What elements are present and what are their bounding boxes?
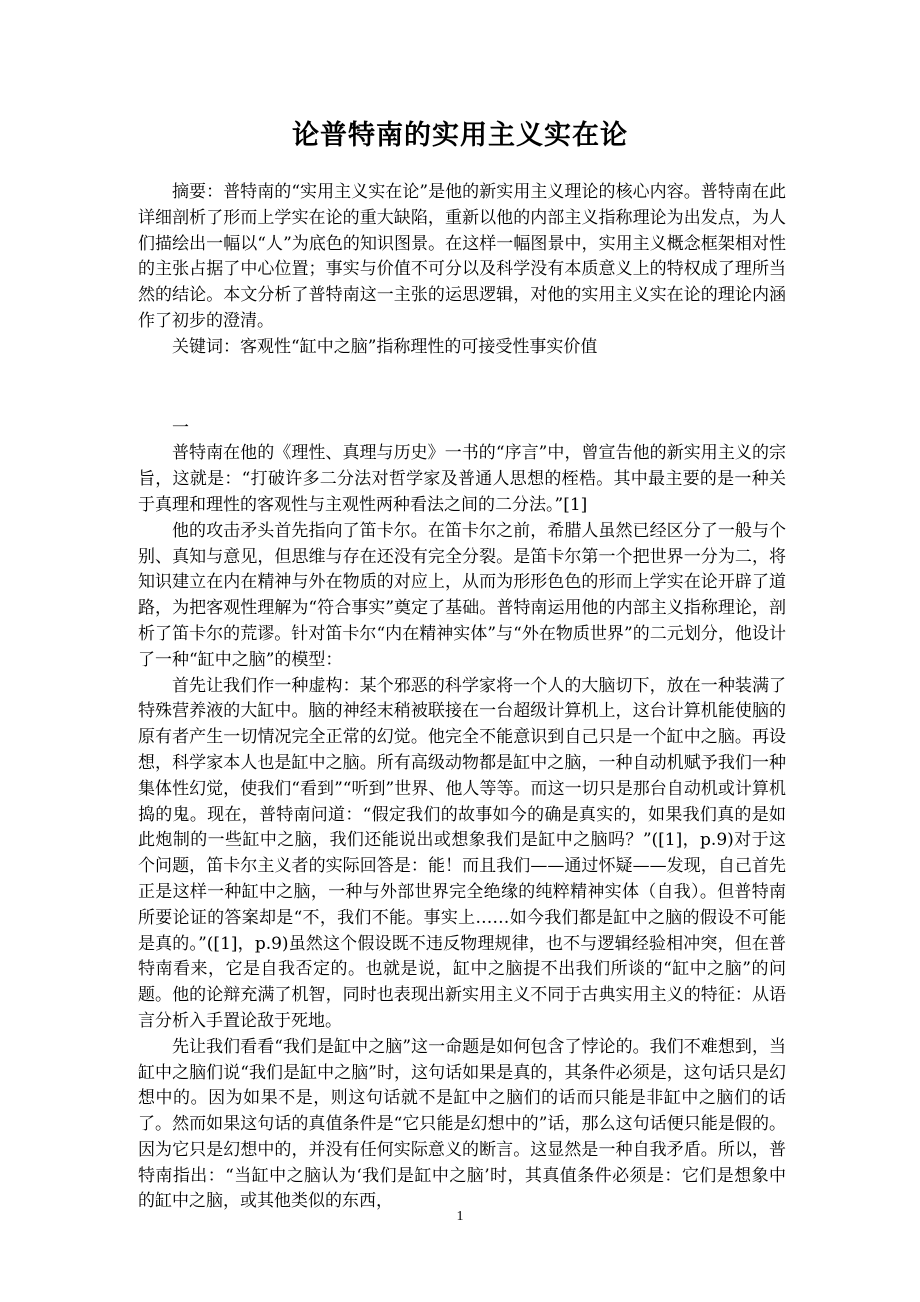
keywords-line: 关键词：客观性“缸中之脑”指称理性的可接受性事实价值 (172, 336, 598, 357)
document-title: 论普特南的实用主义实在论 (292, 120, 628, 151)
abstract-paragraph: 摘要：普特南的“实用主义实在论”是他的新实用主义理论的核心内容。普特南在此详细剖析了形而上学实在论的重大缺陷，重新以他的内部主义指称理论为出发点，为人们描绘出一幅以“人”为底色的知识图景。在这样一幅图景中，实用主义概念框架相对性的主张占据了中心位置；事实与价值不可分以及科学没有本质意义上的特权成了理所当然的结论。本文分析了普特南这一主张的运思逻辑，对他的实用主义实在论的理论内涵作了初步的澄清。 (138, 182, 786, 331)
section-heading: 一 (172, 417, 189, 438)
body-paragraph: 首先让我们作一种虚构：某个邪恶的科学家将一个人的大脑切下，放在一种装满了特殊营养液的大缸中。脑的神经末稍被联接在一台超级计算机上，这台计算机能使脑的原有者产生一切情况完全正常的幻觉。他完全不能意识到自己只是一个缸中之脑。再设想，科学家本人也是缸中之脑。所有高级动物都是缸中之脑，一种自动机赋予我们一种集体性幻觉，使我们“看到”“听到”世界、他人等等。而这一切只是那台自动机或计算机捣的鬼。现在，普特南问道：“假定我们的故事如今的确是真实的，如果我们真的是如此炮制的一些缸中之脑，我们还能说出或想象我们是缸中之脑吗？”([1]，p.9)对于这个问题，笛卡尔主义者的实际回答是：能！而且我们——通过怀疑——发现，自己首先正是这样一种缸中之脑，一种与外部世界完全绝缘的纯粹精神实体（自我）。但普特南所要论证的答案却是“不，我们不能。事实上……如今我们都是缸中之脑的假设不可能是真的。”([1]，p.9)虽然这个假设既不违反物理规律，也不与逻辑经验相冲突，但在普特南看来，它是自我否定的。也就是说，缸中之脑提不出我们所谈的“缸中之脑”的问题。他的论辩充满了机智，同时也表现出新实用主义不同于古典实用主义的特征：从语言分析入手置论敌于死地。 (138, 675, 786, 1031)
document-body (138, 180, 786, 1215)
body-paragraph: 他的攻击矛头首先指向了笛卡尔。在笛卡尔之前，希腊人虽然已经区分了一般与个别、真知与意见，但思维与存在还没有完全分裂。是笛卡尔第一个把世界一分为二，将知识建立在内在精神与外在物质的对应上，从而为形形色色的形而上学实在论开辟了道路，为把客观性理解为“符合事实”奠定了基础。普特南运用他的内部主义指称理论，剖析了笛卡尔的荒谬。针对笛卡尔“内在精神实体”与“外在物质世界”的二元划分，他设计了一种“缸中之脑”的模型： (138, 520, 786, 670)
section-spacer (138, 361, 786, 416)
body-paragraph: 普特南在他的《理性、真理与历史》一书的“序言”中，曾宣告他的新实用主义的宗旨，这就是：“打破许多二分法对哲学家及普通人思想的桎梏。其中最主要的是一种关于真理和理性的客观性与主观性两种看法之间的二分法。”[1] (138, 443, 786, 515)
body-paragraph: 先让我们看看“我们是缸中之脑”这一命题是如何包含了悖论的。我们不难想到，当缸中之脑们说“我们是缸中之脑”时，这句话如果是真的，其条件必须是，这句话只是幻想中的。因为如果不是，则这句话就不是缸中之脑们的话而只能是非缸中之脑们的话了。然而如果这句话的真值条件是“它只能是幻想中的”话，那么这句话便只能是假的。因为它只是幻想中的，并没有任何实际意义的断言。这显然是一种自我矛盾。所以，普特南指出：“当缸中之脑认为‘我们是缸中之脑’时，其真值条件必须是：它们是想象中的缸中之脑，或其他类似的东西， (138, 1036, 786, 1212)
page-number: 1 (456, 1209, 464, 1224)
